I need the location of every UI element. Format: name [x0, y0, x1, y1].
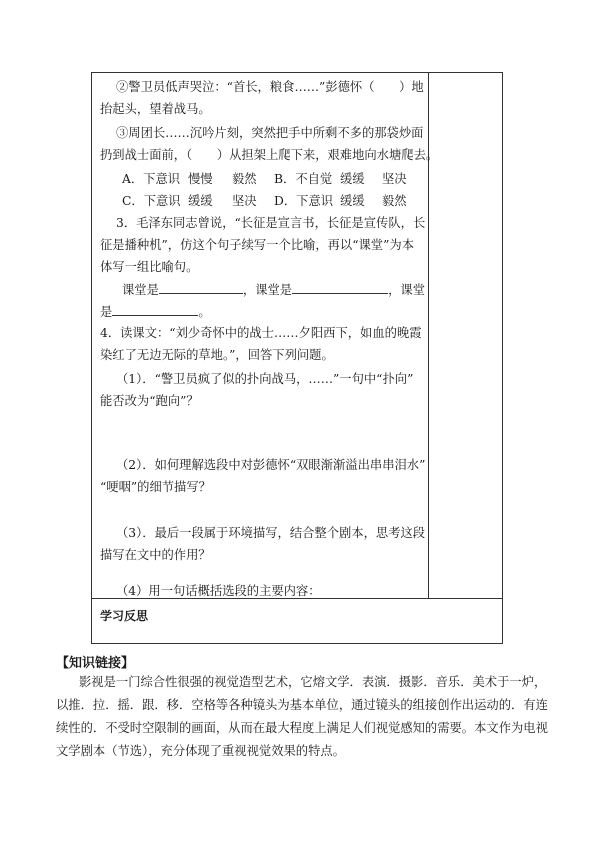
reflection-label: 学习反思 [100, 609, 149, 623]
q4-line1: 4．读课文：“刘少奇怀中的战士……夕阳西下，如血的晚霞 [100, 326, 422, 340]
item3-line1: ③周团长……沉吟片刻，突然把手中所剩不多的那袋炒面 [116, 126, 424, 140]
option-b-2: 缓缓 [340, 172, 365, 186]
q3-line2: 征是播种机”，仿这个句子续写一个比喻，再以“课堂”为本 [100, 238, 414, 252]
options-row-1 [122, 171, 407, 187]
item3-line2: 扔到战士面前，（ ）从担架上爬下来，艰难地向水塘爬去。 [100, 148, 439, 162]
option-b-3: 坚决 [382, 172, 407, 186]
option-d-2: 缓缓 [340, 194, 365, 208]
option-a-3: 毅然 [232, 172, 257, 186]
option-d-1: D．下意识 [274, 194, 334, 208]
exercise-cell [92, 73, 439, 599]
option-c-2: 缓缓 [188, 194, 213, 208]
q3-fill-line [122, 281, 425, 298]
q4-sub1-line2: 能否改为“跑向”？ [100, 394, 199, 408]
q3-fill-d: 是 [100, 305, 113, 319]
knowledge-line-3: 续性的．不受时空限制的画面，从而在最大程度上满足人们视觉感知的需要。本文作为电视 [56, 721, 548, 735]
option-d-3: 毅然 [382, 194, 407, 208]
q4-sub2-line2: “哽咽”的细节描写？ [100, 480, 211, 494]
item2-line1: ②警卫员低声哭泣：“首长，粮食……”彭德怀（ ）地 [116, 80, 424, 94]
option-a-2: 慢慢 [188, 172, 213, 186]
options-row-2 [122, 193, 407, 209]
q4-sub3-line2: 描写在文中的作用？ [100, 548, 211, 562]
worksheet-table [91, 72, 503, 644]
q3-fill-line-2 [100, 303, 211, 320]
q3-blank-1[interactable] [159, 281, 243, 294]
q4-line2: 染红了无边无际的草地。”，回答下列问题。 [100, 348, 334, 362]
option-b-1: B．不自觉 [274, 172, 333, 186]
option-a-1: A．下意识 [122, 172, 181, 186]
q3-line3: 体写一组比喻句。 [100, 260, 199, 274]
q3-fill-a: 课堂是 [122, 283, 159, 297]
item2-line2: 抬起头，望着战马。 [100, 102, 211, 116]
q3-blank-3[interactable] [112, 303, 198, 316]
q4-sub1-line1: （1）．“警卫员疯了似的扑向战马，……”一句中“扑向” [116, 372, 414, 386]
knowledge-line-1: 影视是一门综合性很强的视觉造型艺术，它熔文学．表演．摄影．音乐．美术于一炉， [79, 675, 547, 689]
option-c-3: 坚决 [232, 194, 257, 208]
knowledge-link-title: 【知识链接】 [56, 656, 135, 671]
reflection-row [92, 599, 502, 643]
q4-sub4: （4）用一句话概括选段的主要内容： [116, 584, 321, 598]
q3-fill-c: ，课堂 [388, 283, 426, 297]
option-c-1: C．下意识 [122, 194, 181, 208]
knowledge-line-2: 以推．拉．摇．跟．移．空格等各种镜头为基本单位，通过镜头的组接创作出运动的．有连 [56, 698, 548, 712]
q4-sub3-line1: （3）．最后一段属于环境描写，结合整个剧本，思考这段 [116, 526, 426, 540]
q4-sub2-line1: （2）．如何理解选段中对彭德怀“双眼渐渐溢出串串泪水” [116, 458, 426, 472]
q3-fill-end: 。 [198, 305, 211, 319]
q3-blank-2[interactable] [292, 281, 388, 294]
notes-column [429, 73, 503, 599]
q3-fill-b: ，课堂是 [242, 283, 293, 297]
q3-line1: 3．毛泽东同志曾说，“长征是宣言书，长征是宣传队，长 [116, 216, 426, 230]
knowledge-line-4: 文学剧本（节选），充分体现了重视视觉效果的特点。 [56, 744, 345, 758]
